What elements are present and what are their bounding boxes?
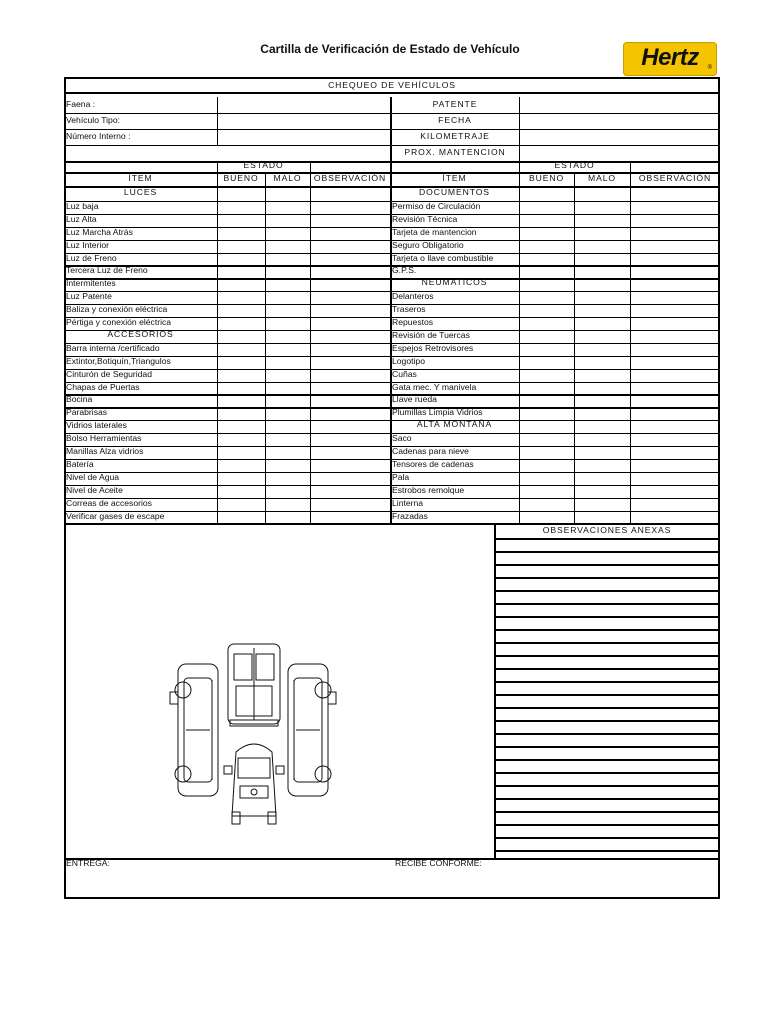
observacion-field[interactable] <box>311 408 389 419</box>
grid-line <box>265 186 266 523</box>
item-label: Baliza y conexión eléctrica <box>66 304 168 315</box>
observacion-field[interactable] <box>631 331 719 342</box>
grid-line <box>390 97 392 523</box>
bueno-checkbox[interactable] <box>218 241 264 252</box>
bueno-checkbox[interactable] <box>520 228 573 239</box>
malo-checkbox[interactable] <box>575 331 629 342</box>
bueno-checkbox[interactable] <box>520 318 573 329</box>
checklist-banner: CHEQUEO DE VEHÍCULOS <box>328 80 456 90</box>
vehicle-rear <box>228 644 280 726</box>
bueno-checkbox[interactable] <box>520 447 573 458</box>
bueno-checkbox[interactable] <box>520 486 573 497</box>
bueno-checkbox[interactable] <box>218 408 264 419</box>
recibe-conforme-label: RECIBE CONFORME: <box>395 858 482 868</box>
bueno-checkbox[interactable] <box>218 499 264 510</box>
vehicle-left-side <box>170 664 218 796</box>
bueno-checkbox[interactable] <box>520 202 573 213</box>
bueno-checkbox[interactable] <box>218 383 264 394</box>
malo-checkbox[interactable] <box>266 512 309 523</box>
item-label: Parabrisas <box>66 407 108 418</box>
bueno-checkbox[interactable] <box>520 357 573 368</box>
item-label: Batería <box>66 458 94 469</box>
observacion-field[interactable] <box>311 202 389 213</box>
item-label: Luz Alta <box>66 213 97 224</box>
col-observacion-left: OBSERVACIÓN <box>313 173 387 183</box>
malo-checkbox[interactable] <box>575 512 629 523</box>
observacion-field[interactable] <box>631 408 719 419</box>
item-label: Nivel de Aceite <box>66 484 123 495</box>
item-label: Luz Marcha Atrás <box>66 226 133 237</box>
malo-checkbox[interactable] <box>575 499 629 510</box>
info-label: PROX. MANTENCION <box>404 147 506 157</box>
col-malo-right: MALO <box>588 173 616 183</box>
malo-checkbox[interactable] <box>575 228 629 239</box>
bueno-checkbox[interactable] <box>218 447 264 458</box>
item-label: Logotipo <box>392 355 425 366</box>
observacion-field[interactable] <box>311 215 389 226</box>
item-label: Bocina <box>66 394 93 405</box>
malo-checkbox[interactable] <box>266 318 309 329</box>
malo-checkbox[interactable] <box>266 202 309 213</box>
bueno-checkbox[interactable] <box>520 460 573 471</box>
malo-checkbox[interactable] <box>575 266 629 277</box>
malo-checkbox[interactable] <box>266 460 309 471</box>
malo-checkbox[interactable] <box>266 292 309 303</box>
grid-line <box>574 186 575 523</box>
item-label: Revisión Técnica <box>392 213 458 224</box>
observacion-field[interactable] <box>631 292 719 303</box>
info-field[interactable] <box>219 114 389 128</box>
observacion-field[interactable] <box>631 499 719 510</box>
form-title: Cartilla de Verificación de Estado de Vehículo <box>260 42 520 56</box>
observacion-field[interactable] <box>631 395 719 406</box>
grid-line <box>64 92 720 94</box>
item-label: Linterna <box>392 497 424 508</box>
observacion-field[interactable] <box>311 305 389 316</box>
item-label: Barra interna /certificado <box>66 342 160 353</box>
recibe-signature-field[interactable] <box>395 870 715 896</box>
observacion-field[interactable] <box>311 499 389 510</box>
malo-checkbox[interactable] <box>266 266 309 277</box>
bueno-checkbox[interactable] <box>218 512 264 523</box>
item-label: Chapas de Puertas <box>66 381 140 392</box>
info-field[interactable] <box>521 114 717 128</box>
bueno-checkbox[interactable] <box>218 215 264 226</box>
malo-checkbox[interactable] <box>575 434 629 445</box>
malo-checkbox[interactable] <box>266 357 309 368</box>
malo-checkbox[interactable] <box>266 241 309 252</box>
item-label: Luz baja <box>66 200 99 211</box>
bueno-checkbox[interactable] <box>520 215 573 226</box>
observacion-field[interactable] <box>311 279 389 290</box>
item-label: Tarjeta o llave combustible <box>392 252 494 263</box>
observacion-field[interactable] <box>311 344 389 355</box>
malo-checkbox[interactable] <box>575 254 629 265</box>
malo-checkbox[interactable] <box>575 408 629 419</box>
bueno-checkbox[interactable] <box>218 228 264 239</box>
item-label: Extintor,Botiquín,Triangulos <box>66 355 171 366</box>
malo-checkbox[interactable] <box>266 473 309 484</box>
item-label: Luz Interior <box>66 239 109 250</box>
item-label: Plumillas Limpia Vidrios <box>392 407 483 418</box>
observacion-field[interactable] <box>631 305 719 316</box>
observacion-field[interactable] <box>311 383 389 394</box>
col-item-left: ÍTEM <box>128 173 153 183</box>
item-label: Revisión de Tuercas <box>392 329 470 340</box>
item-label: Estrobos remolque <box>392 484 465 495</box>
bueno-checkbox[interactable] <box>520 395 573 406</box>
grid-line <box>64 523 390 525</box>
observacion-field[interactable] <box>311 254 389 265</box>
observacion-field[interactable] <box>631 254 719 265</box>
vehicle-diagram <box>166 640 346 826</box>
bueno-checkbox[interactable] <box>218 254 264 265</box>
malo-checkbox[interactable] <box>575 215 629 226</box>
observacion-field[interactable] <box>311 434 389 445</box>
bueno-checkbox[interactable] <box>520 266 573 277</box>
observacion-field[interactable] <box>631 241 719 252</box>
item-label: Saco <box>392 433 412 444</box>
info-label: PATENTE <box>432 99 478 109</box>
bueno-checkbox[interactable] <box>520 254 573 265</box>
observacion-field[interactable] <box>631 202 719 213</box>
bueno-checkbox[interactable] <box>218 202 264 213</box>
bueno-checkbox[interactable] <box>520 512 573 523</box>
item-label: Repuestos <box>392 317 434 327</box>
malo-checkbox[interactable] <box>266 254 309 265</box>
info-label: KILOMETRAJE <box>420 131 490 141</box>
observacion-field[interactable] <box>631 318 719 329</box>
observacion-field[interactable] <box>311 228 389 239</box>
observacion-field[interactable] <box>631 215 719 226</box>
col-item-right: ÍTEM <box>442 173 467 183</box>
observaciones-field[interactable] <box>496 539 718 856</box>
grid-line <box>64 145 390 146</box>
malo-checkbox[interactable] <box>266 499 309 510</box>
info-field[interactable] <box>521 130 717 144</box>
bueno-checkbox[interactable] <box>218 266 264 277</box>
malo-checkbox[interactable] <box>575 447 629 458</box>
item-label: Permiso de Circulación <box>392 200 481 211</box>
bueno-checkbox[interactable] <box>218 421 264 432</box>
bueno-checkbox[interactable] <box>520 241 573 252</box>
malo-checkbox[interactable] <box>266 408 309 419</box>
observacion-field[interactable] <box>311 266 389 277</box>
malo-checkbox[interactable] <box>575 370 629 381</box>
observacion-field[interactable] <box>631 473 719 484</box>
malo-checkbox[interactable] <box>575 202 629 213</box>
observacion-field[interactable] <box>311 447 389 458</box>
malo-checkbox[interactable] <box>266 447 309 458</box>
col-bueno-right: BUENO <box>528 173 565 183</box>
section-title: ACCESORIOS <box>107 328 174 339</box>
bueno-checkbox[interactable] <box>520 408 573 419</box>
bueno-checkbox[interactable] <box>218 486 264 497</box>
grid-line <box>310 186 311 523</box>
malo-checkbox[interactable] <box>266 383 309 394</box>
info-label: Vehículo Tipo: <box>66 115 120 125</box>
observacion-field[interactable] <box>311 512 389 523</box>
section-title: DOCUMENTOS <box>419 187 490 197</box>
section-title: ALTA MONTAÑA <box>416 419 493 430</box>
info-field[interactable] <box>521 146 717 160</box>
observacion-field[interactable] <box>631 344 719 355</box>
malo-checkbox[interactable] <box>575 460 629 471</box>
item-label: Espejos Retrovisores <box>392 342 474 353</box>
item-label: Intermitentes <box>66 278 116 289</box>
col-malo-left: MALO <box>273 173 302 183</box>
section-title: NEUMATICOS <box>421 277 488 288</box>
bueno-checkbox[interactable] <box>520 305 573 316</box>
item-label: Tarjeta de mantencion <box>392 226 477 237</box>
bueno-checkbox[interactable] <box>218 370 264 381</box>
vehicle-right-side <box>288 664 336 796</box>
malo-checkbox[interactable] <box>575 395 629 406</box>
item-label: Correas de accesorios <box>66 497 152 508</box>
item-label: Nivel de Agua <box>66 471 120 482</box>
malo-checkbox[interactable] <box>575 292 629 303</box>
malo-checkbox[interactable] <box>575 473 629 484</box>
item-label: Manillas Alza vidrios <box>66 446 144 456</box>
item-label: Llave rueda <box>392 394 437 405</box>
col-bueno-left: BUENO <box>223 173 259 183</box>
observacion-field[interactable] <box>311 370 389 381</box>
entrega-signature-field[interactable] <box>66 870 386 896</box>
info-field[interactable] <box>521 98 717 112</box>
bueno-checkbox[interactable] <box>218 305 264 316</box>
malo-checkbox[interactable] <box>575 344 629 355</box>
info-label: Faena : <box>66 99 96 109</box>
vehicle-front <box>224 744 284 824</box>
malo-checkbox[interactable] <box>266 486 309 497</box>
item-label: Seguro Obligatorio <box>392 239 464 250</box>
item-label: Bolso Herramientas <box>66 433 142 444</box>
malo-checkbox[interactable] <box>575 357 629 368</box>
bueno-checkbox[interactable] <box>520 344 573 355</box>
observacion-field[interactable] <box>311 292 389 303</box>
observacion-field[interactable] <box>631 512 719 523</box>
item-label: Tercera Luz de Freno <box>66 265 148 276</box>
bueno-checkbox[interactable] <box>520 331 573 342</box>
malo-checkbox[interactable] <box>266 395 309 406</box>
observacion-field[interactable] <box>311 395 389 406</box>
item-label: Cinturón de Seguridad <box>66 368 152 379</box>
info-label: Número Interno : <box>66 131 131 141</box>
bueno-checkbox[interactable] <box>520 370 573 381</box>
item-label: Gata mec. Y manivela <box>392 381 477 392</box>
malo-checkbox[interactable] <box>266 305 309 316</box>
bueno-checkbox[interactable] <box>218 279 264 290</box>
observacion-field[interactable] <box>311 318 389 329</box>
observacion-field[interactable] <box>631 460 719 471</box>
observacion-field[interactable] <box>311 421 389 432</box>
bueno-checkbox[interactable] <box>520 383 573 394</box>
item-label: Tensores de cadenas <box>392 458 474 469</box>
section-title: LUCES <box>123 187 158 197</box>
observacion-field[interactable] <box>631 447 719 458</box>
malo-checkbox[interactable] <box>266 370 309 381</box>
item-label: Verificar gases de escape <box>66 510 165 521</box>
estado-header-left: ESTADO <box>243 160 284 170</box>
bueno-checkbox[interactable] <box>520 434 573 445</box>
item-label: Traseros <box>392 304 426 315</box>
malo-checkbox[interactable] <box>266 228 309 239</box>
observacion-field[interactable] <box>311 460 389 471</box>
info-field[interactable] <box>219 130 389 144</box>
observacion-field[interactable] <box>311 486 389 497</box>
bueno-checkbox[interactable] <box>218 344 264 355</box>
malo-checkbox[interactable] <box>266 344 309 355</box>
observacion-field[interactable] <box>631 266 719 277</box>
bueno-checkbox[interactable] <box>218 434 264 445</box>
col-observacion-right: OBSERVACIÓN <box>638 173 712 183</box>
observacion-field[interactable] <box>311 357 389 368</box>
grid-line <box>630 186 631 523</box>
item-label: Frazadas <box>392 510 428 521</box>
observaciones-title: OBSERVACIONES ANEXAS <box>542 525 672 536</box>
malo-checkbox[interactable] <box>575 305 629 316</box>
item-label: Pala <box>392 471 410 482</box>
bueno-checkbox[interactable] <box>218 318 264 329</box>
observacion-field[interactable] <box>631 486 719 497</box>
estado-header-right: ESTADO <box>554 160 595 170</box>
hertz-logo: Hertz ® <box>623 42 717 76</box>
item-label: Cuñas <box>392 368 417 379</box>
item-label: Delanteros <box>392 291 434 302</box>
malo-checkbox[interactable] <box>266 279 309 290</box>
bueno-checkbox[interactable] <box>520 292 573 303</box>
observacion-field[interactable] <box>631 383 719 394</box>
observacion-field[interactable] <box>631 434 719 445</box>
bueno-checkbox[interactable] <box>218 395 264 406</box>
bueno-checkbox[interactable] <box>218 473 264 484</box>
grid-line <box>519 186 520 523</box>
logo-text: Hertz <box>641 44 699 71</box>
malo-checkbox[interactable] <box>266 421 309 432</box>
bueno-checkbox[interactable] <box>218 292 264 303</box>
item-label: Cadenas para nieve <box>392 446 469 456</box>
observacion-field[interactable] <box>311 241 389 252</box>
malo-checkbox[interactable] <box>575 486 629 497</box>
observacion-field[interactable] <box>631 357 719 368</box>
item-label: G.P.S. <box>392 265 417 276</box>
observacion-field[interactable] <box>311 473 389 484</box>
info-field[interactable] <box>219 98 389 112</box>
malo-checkbox[interactable] <box>266 215 309 226</box>
grid-line <box>217 186 218 523</box>
info-label: FECHA <box>438 115 472 125</box>
observacion-field[interactable] <box>631 370 719 381</box>
bueno-checkbox[interactable] <box>218 460 264 471</box>
observacion-field[interactable] <box>631 228 719 239</box>
malo-checkbox[interactable] <box>575 241 629 252</box>
malo-checkbox[interactable] <box>266 434 309 445</box>
item-label: Luz de Freno <box>66 252 117 263</box>
bueno-checkbox[interactable] <box>520 473 573 484</box>
item-label: Luz Patente <box>66 291 112 302</box>
bueno-checkbox[interactable] <box>218 357 264 368</box>
entrega-label: ENTREGA: <box>66 858 110 868</box>
bueno-checkbox[interactable] <box>520 499 573 510</box>
item-label: Pértiga y conexión eléctrica <box>66 317 172 327</box>
item-label: Vidrios laterales <box>66 420 127 431</box>
malo-checkbox[interactable] <box>575 318 629 329</box>
malo-checkbox[interactable] <box>575 383 629 394</box>
